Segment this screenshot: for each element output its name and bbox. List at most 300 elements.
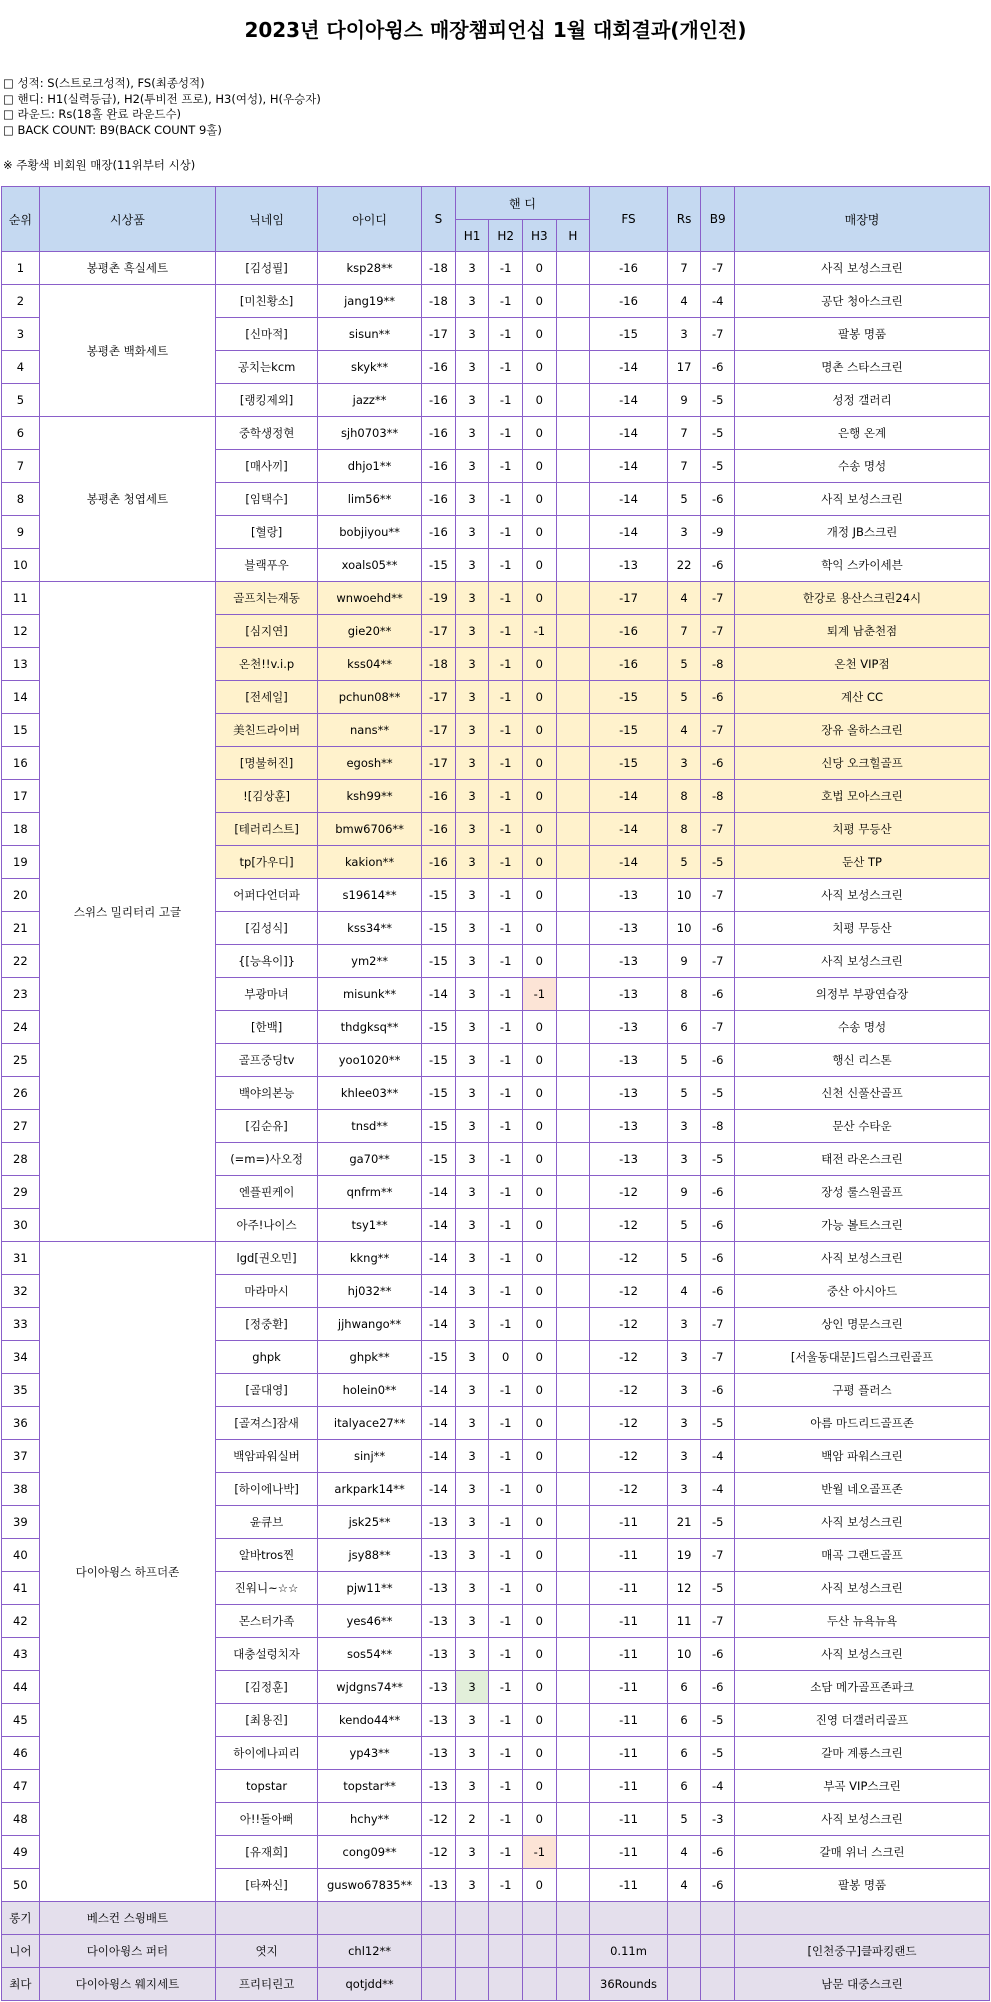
award-result-cell: 0.11m bbox=[590, 1935, 667, 1968]
fs-cell: -12 bbox=[590, 1374, 667, 1407]
rs-cell: 8 bbox=[667, 780, 701, 813]
nickname-cell: 아주!나이스 bbox=[216, 1209, 318, 1242]
h3-cell: 0 bbox=[522, 879, 556, 912]
store-cell: 행신 리스톤 bbox=[735, 1044, 990, 1077]
nickname-cell: [임택수] bbox=[216, 483, 318, 516]
rank-cell: 42 bbox=[2, 1605, 40, 1638]
store-cell: 팔봉 명품 bbox=[735, 318, 990, 351]
id-cell: wjdgns74** bbox=[318, 1671, 422, 1704]
fs-cell: -12 bbox=[590, 1308, 667, 1341]
id-cell: hj032** bbox=[318, 1275, 422, 1308]
rs-cell: 7 bbox=[667, 252, 701, 285]
h3-cell: 0 bbox=[522, 384, 556, 417]
nickname-cell: 알바tros찐 bbox=[216, 1539, 318, 1572]
store-cell: 은행 온계 bbox=[735, 417, 990, 450]
h2-cell: -1 bbox=[489, 1704, 523, 1737]
store-cell: 가능 볼트스크린 bbox=[735, 1209, 990, 1242]
nickname-cell: 윤큐브 bbox=[216, 1506, 318, 1539]
header-nickname: 닉네임 bbox=[216, 187, 318, 252]
award-type-cell: 니어 bbox=[2, 1935, 40, 1968]
store-cell: 개정 JB스크린 bbox=[735, 516, 990, 549]
s-cell: -15 bbox=[422, 1044, 456, 1077]
fs-cell: -12 bbox=[590, 1341, 667, 1374]
rank-cell: 27 bbox=[2, 1110, 40, 1143]
h2-cell: -1 bbox=[489, 714, 523, 747]
s-cell: -12 bbox=[422, 1803, 456, 1836]
h-cell bbox=[556, 384, 590, 417]
h2-cell: -1 bbox=[489, 1803, 523, 1836]
nickname-cell: [테러리스트] bbox=[216, 813, 318, 846]
b9-cell: -5 bbox=[701, 384, 735, 417]
h-cell bbox=[556, 1209, 590, 1242]
store-cell: 매곡 그랜드골프 bbox=[735, 1539, 990, 1572]
nickname-cell: [김순유] bbox=[216, 1110, 318, 1143]
nickname-cell: [매사끼] bbox=[216, 450, 318, 483]
prize-cell: 봉평촌 흑실세트 bbox=[39, 252, 215, 285]
s-cell: -17 bbox=[422, 318, 456, 351]
store-cell: 장유 올하스크린 bbox=[735, 714, 990, 747]
h3-cell: 0 bbox=[522, 1209, 556, 1242]
b9-cell: -4 bbox=[701, 1440, 735, 1473]
store-cell: 중산 아시아드 bbox=[735, 1275, 990, 1308]
store-cell: 수송 명성 bbox=[735, 1011, 990, 1044]
award-prize-cell: 베스컨 스윙배트 bbox=[39, 1902, 215, 1935]
h1-cell: 3 bbox=[455, 1671, 489, 1704]
h1-cell: 3 bbox=[455, 1011, 489, 1044]
id-cell: egosh** bbox=[318, 747, 422, 780]
h-cell bbox=[556, 417, 590, 450]
nickname-cell: 골프치는재동 bbox=[216, 582, 318, 615]
h2-cell: -1 bbox=[489, 1539, 523, 1572]
s-cell: -14 bbox=[422, 1176, 456, 1209]
rank-cell: 10 bbox=[2, 549, 40, 582]
h1-cell: 3 bbox=[455, 1374, 489, 1407]
nickname-cell: 대충설렁치자 bbox=[216, 1638, 318, 1671]
id-cell: sisun** bbox=[318, 318, 422, 351]
nickname-cell: 진워니~☆☆ bbox=[216, 1572, 318, 1605]
h1-cell: 3 bbox=[455, 285, 489, 318]
id-cell: jang19** bbox=[318, 285, 422, 318]
s-cell: -12 bbox=[422, 1836, 456, 1869]
b9-cell: -6 bbox=[701, 351, 735, 384]
award-row bbox=[2, 1935, 990, 1968]
h1-cell: 3 bbox=[455, 1737, 489, 1770]
rs-cell: 4 bbox=[667, 1869, 701, 1902]
h3-cell: 0 bbox=[522, 846, 556, 879]
id-cell: pjw11** bbox=[318, 1572, 422, 1605]
s-cell: -14 bbox=[422, 1275, 456, 1308]
h-cell bbox=[556, 846, 590, 879]
rank-cell: 43 bbox=[2, 1638, 40, 1671]
empty-cell bbox=[422, 1902, 456, 1935]
award-nickname-cell: 엿지 bbox=[216, 1935, 318, 1968]
h1-cell: 3 bbox=[455, 1242, 489, 1275]
rank-cell: 4 bbox=[2, 351, 40, 384]
legend-line: □ BACK COUNT: B9(BACK COUNT 9홀) bbox=[3, 122, 222, 137]
fs-cell: -11 bbox=[590, 1671, 667, 1704]
h-cell bbox=[556, 1704, 590, 1737]
h3-cell: 0 bbox=[522, 1440, 556, 1473]
h1-cell: 3 bbox=[455, 846, 489, 879]
rs-cell: 10 bbox=[667, 1638, 701, 1671]
fs-cell: -13 bbox=[590, 945, 667, 978]
store-cell: 한강로 용산스크린24시 bbox=[735, 582, 990, 615]
id-cell: bobjiyou** bbox=[318, 516, 422, 549]
h1-cell: 3 bbox=[455, 681, 489, 714]
h-cell bbox=[556, 549, 590, 582]
award-nickname-cell bbox=[216, 1902, 318, 1935]
rank-cell: 5 bbox=[2, 384, 40, 417]
b9-cell: -7 bbox=[701, 615, 735, 648]
h3-cell: 0 bbox=[522, 1605, 556, 1638]
award-prize-cell: 다이아윙스 웨지세트 bbox=[39, 1968, 215, 2001]
rs-cell: 5 bbox=[667, 483, 701, 516]
b9-cell: -6 bbox=[701, 1869, 735, 1902]
h2-cell: -1 bbox=[489, 582, 523, 615]
rs-cell: 9 bbox=[667, 384, 701, 417]
s-cell: -16 bbox=[422, 483, 456, 516]
store-cell: 상인 명문스크린 bbox=[735, 1308, 990, 1341]
s-cell: -15 bbox=[422, 549, 456, 582]
fs-cell: -15 bbox=[590, 747, 667, 780]
b9-cell: -6 bbox=[701, 549, 735, 582]
rank-cell: 31 bbox=[2, 1242, 40, 1275]
nickname-cell: [하이에나박] bbox=[216, 1473, 318, 1506]
store-cell: 퇴계 남춘천점 bbox=[735, 615, 990, 648]
b9-cell: -5 bbox=[701, 1077, 735, 1110]
store-cell: 사직 보성스크린 bbox=[735, 1506, 990, 1539]
b9-cell: -7 bbox=[701, 945, 735, 978]
fs-cell: -13 bbox=[590, 1011, 667, 1044]
id-cell: misunk** bbox=[318, 978, 422, 1011]
nickname-cell: 몬스터가족 bbox=[216, 1605, 318, 1638]
award-nickname-cell: 프리티린고 bbox=[216, 1968, 318, 2001]
b9-cell: -4 bbox=[701, 1770, 735, 1803]
h3-cell: 0 bbox=[522, 1143, 556, 1176]
rs-cell: 3 bbox=[667, 1374, 701, 1407]
b9-cell: -5 bbox=[701, 1143, 735, 1176]
id-cell: kakion** bbox=[318, 846, 422, 879]
h1-cell: 3 bbox=[455, 648, 489, 681]
h2-cell: -1 bbox=[489, 1638, 523, 1671]
h1-cell: 3 bbox=[455, 747, 489, 780]
s-cell: -16 bbox=[422, 846, 456, 879]
table-row bbox=[2, 582, 990, 615]
h3-cell: 0 bbox=[522, 252, 556, 285]
b9-cell: -6 bbox=[701, 1209, 735, 1242]
rank-cell: 2 bbox=[2, 285, 40, 318]
h1-cell: 3 bbox=[455, 1869, 489, 1902]
id-cell: nans** bbox=[318, 714, 422, 747]
h-cell bbox=[556, 1077, 590, 1110]
h2-cell: 0 bbox=[489, 1341, 523, 1374]
h-cell bbox=[556, 1803, 590, 1836]
fs-cell: -13 bbox=[590, 1143, 667, 1176]
rs-cell: 3 bbox=[667, 1473, 701, 1506]
rs-cell: 8 bbox=[667, 978, 701, 1011]
h1-cell: 3 bbox=[455, 1077, 489, 1110]
rank-cell: 17 bbox=[2, 780, 40, 813]
h-cell bbox=[556, 1242, 590, 1275]
h2-cell: -1 bbox=[489, 846, 523, 879]
store-cell: 부곡 VIP스크린 bbox=[735, 1770, 990, 1803]
store-cell: 사직 보성스크린 bbox=[735, 483, 990, 516]
h2-cell: -1 bbox=[489, 1473, 523, 1506]
id-cell: guswo67835** bbox=[318, 1869, 422, 1902]
rank-cell: 1 bbox=[2, 252, 40, 285]
id-cell: yes46** bbox=[318, 1605, 422, 1638]
h1-cell: 3 bbox=[455, 1506, 489, 1539]
h1-cell: 3 bbox=[455, 1407, 489, 1440]
b9-cell: -7 bbox=[701, 1539, 735, 1572]
empty-cell bbox=[522, 1968, 556, 2001]
b9-cell: -6 bbox=[701, 1374, 735, 1407]
rank-cell: 11 bbox=[2, 582, 40, 615]
id-cell: italyace27** bbox=[318, 1407, 422, 1440]
fs-cell: -11 bbox=[590, 1605, 667, 1638]
store-cell: 반월 네오골프존 bbox=[735, 1473, 990, 1506]
h-cell bbox=[556, 912, 590, 945]
award-store-cell: 남문 대중스크린 bbox=[735, 1968, 990, 2001]
store-cell: 치평 무등산 bbox=[735, 912, 990, 945]
rank-cell: 20 bbox=[2, 879, 40, 912]
h3-cell: -1 bbox=[522, 615, 556, 648]
b9-cell: -6 bbox=[701, 1671, 735, 1704]
nickname-cell: [타짜신] bbox=[216, 1869, 318, 1902]
h1-cell: 3 bbox=[455, 582, 489, 615]
nickname-cell: [전세일] bbox=[216, 681, 318, 714]
nickname-cell: [신마적] bbox=[216, 318, 318, 351]
fs-cell: -11 bbox=[590, 1506, 667, 1539]
h3-cell: 0 bbox=[522, 1506, 556, 1539]
b9-cell: -6 bbox=[701, 1638, 735, 1671]
h1-cell: 3 bbox=[455, 1143, 489, 1176]
header-h2: H2 bbox=[489, 220, 523, 252]
h1-cell: 3 bbox=[455, 879, 489, 912]
fs-cell: -11 bbox=[590, 1770, 667, 1803]
b9-cell: -7 bbox=[701, 318, 735, 351]
nickname-cell: [골대영] bbox=[216, 1374, 318, 1407]
fs-cell: -12 bbox=[590, 1176, 667, 1209]
h2-cell: -1 bbox=[489, 285, 523, 318]
id-cell: jjhwango** bbox=[318, 1308, 422, 1341]
header-prize: 시상품 bbox=[39, 187, 215, 252]
fs-cell: -13 bbox=[590, 879, 667, 912]
rs-cell: 3 bbox=[667, 1407, 701, 1440]
h1-cell: 3 bbox=[455, 780, 489, 813]
h-cell bbox=[556, 1341, 590, 1374]
id-cell: ym2** bbox=[318, 945, 422, 978]
header-h1: H1 bbox=[455, 220, 489, 252]
id-cell: skyk** bbox=[318, 351, 422, 384]
b9-cell: -7 bbox=[701, 879, 735, 912]
s-cell: -16 bbox=[422, 384, 456, 417]
nickname-cell: 어퍼다언더파 bbox=[216, 879, 318, 912]
h2-cell: -1 bbox=[489, 1242, 523, 1275]
h3-cell: 0 bbox=[522, 1704, 556, 1737]
id-cell: bmw6706** bbox=[318, 813, 422, 846]
h-cell bbox=[556, 1869, 590, 1902]
h1-cell: 3 bbox=[455, 516, 489, 549]
store-cell: 갈매 위너 스크린 bbox=[735, 1836, 990, 1869]
b9-cell: -8 bbox=[701, 780, 735, 813]
nickname-cell: 온천!!v.i.p bbox=[216, 648, 318, 681]
s-cell: -16 bbox=[422, 351, 456, 384]
b9-cell: -6 bbox=[701, 681, 735, 714]
s-cell: -16 bbox=[422, 516, 456, 549]
store-cell: 치평 무등산 bbox=[735, 813, 990, 846]
nickname-cell: 골프중딩tv bbox=[216, 1044, 318, 1077]
id-cell: wnwoehd** bbox=[318, 582, 422, 615]
h1-cell: 3 bbox=[455, 549, 489, 582]
h1-cell: 3 bbox=[455, 1836, 489, 1869]
b9-cell: -7 bbox=[701, 1341, 735, 1374]
fs-cell: -16 bbox=[590, 252, 667, 285]
rs-cell: 3 bbox=[667, 516, 701, 549]
s-cell: -13 bbox=[422, 1572, 456, 1605]
fs-cell: -13 bbox=[590, 549, 667, 582]
s-cell: -15 bbox=[422, 1341, 456, 1374]
s-cell: -14 bbox=[422, 1209, 456, 1242]
id-cell: arkpark14** bbox=[318, 1473, 422, 1506]
id-cell: cong09** bbox=[318, 1836, 422, 1869]
h2-cell: -1 bbox=[489, 648, 523, 681]
h3-cell: 0 bbox=[522, 945, 556, 978]
prize-cell: 봉평촌 백화세트 bbox=[39, 285, 215, 417]
id-cell: jazz** bbox=[318, 384, 422, 417]
store-cell: 수송 명성 bbox=[735, 450, 990, 483]
empty-cell bbox=[701, 1935, 735, 1968]
s-cell: -15 bbox=[422, 1011, 456, 1044]
h1-cell: 3 bbox=[455, 615, 489, 648]
h3-cell: 0 bbox=[522, 1176, 556, 1209]
b9-cell: -5 bbox=[701, 1737, 735, 1770]
empty-cell bbox=[455, 1968, 489, 2001]
nickname-cell: [최용진] bbox=[216, 1704, 318, 1737]
id-cell: tnsd** bbox=[318, 1110, 422, 1143]
empty-cell bbox=[667, 1902, 701, 1935]
store-cell: [서울동대문]드림스크린골프 bbox=[735, 1341, 990, 1374]
id-cell: sinj** bbox=[318, 1440, 422, 1473]
rs-cell: 3 bbox=[667, 1341, 701, 1374]
store-cell: 명촌 스타스크린 bbox=[735, 351, 990, 384]
h-cell bbox=[556, 1308, 590, 1341]
s-cell: -14 bbox=[422, 1473, 456, 1506]
rs-cell: 4 bbox=[667, 1836, 701, 1869]
h2-cell: -1 bbox=[489, 549, 523, 582]
h3-cell: 0 bbox=[522, 780, 556, 813]
s-cell: -13 bbox=[422, 1506, 456, 1539]
fs-cell: -12 bbox=[590, 1209, 667, 1242]
nickname-cell: 하이에나피리 bbox=[216, 1737, 318, 1770]
b9-cell: -7 bbox=[701, 813, 735, 846]
b9-cell: -6 bbox=[701, 978, 735, 1011]
h-cell bbox=[556, 681, 590, 714]
nickname-cell: lgd[권오민] bbox=[216, 1242, 318, 1275]
h1-cell: 3 bbox=[455, 384, 489, 417]
rs-cell: 4 bbox=[667, 285, 701, 318]
h2-cell: -1 bbox=[489, 1110, 523, 1143]
id-cell: ghpk** bbox=[318, 1341, 422, 1374]
h3-cell: 0 bbox=[522, 417, 556, 450]
store-cell: 사직 보성스크린 bbox=[735, 945, 990, 978]
nickname-cell: 블랙푸우 bbox=[216, 549, 318, 582]
s-cell: -13 bbox=[422, 1605, 456, 1638]
header-h: H bbox=[556, 220, 590, 252]
h1-cell: 3 bbox=[455, 1176, 489, 1209]
s-cell: -17 bbox=[422, 681, 456, 714]
h2-cell: -1 bbox=[489, 384, 523, 417]
table-row bbox=[2, 252, 990, 285]
fs-cell: -13 bbox=[590, 978, 667, 1011]
store-cell: 사직 보성스크린 bbox=[735, 879, 990, 912]
h-cell bbox=[556, 813, 590, 846]
empty-cell bbox=[667, 1968, 701, 2001]
h3-cell: 0 bbox=[522, 582, 556, 615]
fs-cell: -15 bbox=[590, 714, 667, 747]
h1-cell: 3 bbox=[455, 1638, 489, 1671]
b9-cell: -7 bbox=[701, 252, 735, 285]
fs-cell: -14 bbox=[590, 351, 667, 384]
h1-cell: 3 bbox=[455, 1044, 489, 1077]
h2-cell: -1 bbox=[489, 1209, 523, 1242]
h1-cell: 3 bbox=[455, 1539, 489, 1572]
rs-cell: 8 bbox=[667, 813, 701, 846]
s-cell: -15 bbox=[422, 879, 456, 912]
table-row bbox=[2, 1242, 990, 1275]
h2-cell: -1 bbox=[489, 1671, 523, 1704]
id-cell: yp43** bbox=[318, 1737, 422, 1770]
nickname-cell: {[능욕이]} bbox=[216, 945, 318, 978]
b9-cell: -6 bbox=[701, 1275, 735, 1308]
nickname-cell: [명불허진] bbox=[216, 747, 318, 780]
id-cell: jsy88** bbox=[318, 1539, 422, 1572]
h3-cell: 0 bbox=[522, 1044, 556, 1077]
h-cell bbox=[556, 879, 590, 912]
fs-cell: -14 bbox=[590, 516, 667, 549]
rank-cell: 12 bbox=[2, 615, 40, 648]
h2-cell: -1 bbox=[489, 1176, 523, 1209]
store-cell: 신천 신풀산골프 bbox=[735, 1077, 990, 1110]
s-cell: -15 bbox=[422, 1077, 456, 1110]
rank-cell: 44 bbox=[2, 1671, 40, 1704]
h-cell bbox=[556, 1407, 590, 1440]
h2-cell: -1 bbox=[489, 318, 523, 351]
h3-cell: 0 bbox=[522, 1869, 556, 1902]
empty-cell bbox=[556, 1902, 590, 1935]
id-cell: kendo44** bbox=[318, 1704, 422, 1737]
rank-cell: 38 bbox=[2, 1473, 40, 1506]
rs-cell: 3 bbox=[667, 1440, 701, 1473]
rank-cell: 25 bbox=[2, 1044, 40, 1077]
rs-cell: 6 bbox=[667, 1770, 701, 1803]
rs-cell: 10 bbox=[667, 912, 701, 945]
s-cell: -13 bbox=[422, 1539, 456, 1572]
legend bbox=[3, 76, 321, 138]
rs-cell: 3 bbox=[667, 318, 701, 351]
h-cell bbox=[556, 318, 590, 351]
award-store-cell: [인천중구]클파킹랜드 bbox=[735, 1935, 990, 1968]
h-cell bbox=[556, 1143, 590, 1176]
h-cell bbox=[556, 1605, 590, 1638]
rank-cell: 6 bbox=[2, 417, 40, 450]
nickname-cell: [한백] bbox=[216, 1011, 318, 1044]
fs-cell: -13 bbox=[590, 1077, 667, 1110]
award-id-cell: qotjdd** bbox=[318, 1968, 422, 2001]
fs-cell: -14 bbox=[590, 417, 667, 450]
nickname-cell: [골져스]잠새 bbox=[216, 1407, 318, 1440]
h-cell bbox=[556, 1044, 590, 1077]
